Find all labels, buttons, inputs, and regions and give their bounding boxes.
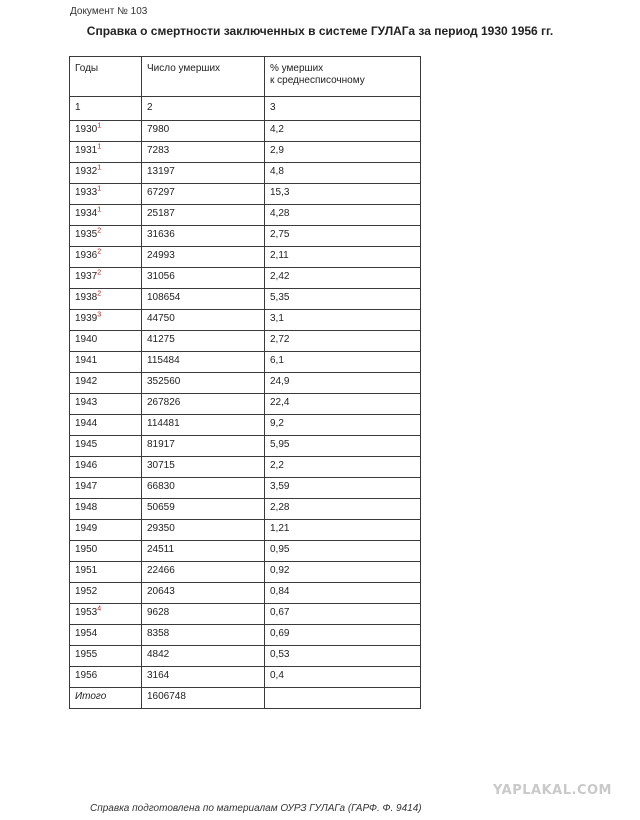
percent-cell: 22,4 [265,394,421,415]
footnote-marker: 4 [97,605,102,613]
table-row [70,310,421,331]
deaths-cell: 20643 [142,583,265,604]
table-row [70,625,421,646]
year-value: 1946 [75,460,98,471]
year-value: 1937 [75,271,98,282]
table-header-row [70,57,421,97]
percent-cell: 2,42 [265,268,421,289]
year-cell [70,457,142,478]
year-cell [70,667,142,688]
column-index: 3 [265,97,421,121]
deaths-cell: 30715 [142,457,265,478]
year-cell [70,352,142,373]
year-value: 1948 [75,502,98,513]
year-value: 1943 [75,397,98,408]
year-value: 1936 [75,250,98,261]
deaths-cell: 8358 [142,625,265,646]
header-deaths: Число умерших [142,57,265,97]
percent-cell: 4,2 [265,121,421,142]
percent-cell: 2,2 [265,457,421,478]
percent-cell: 0,53 [265,646,421,667]
footnote-marker: 3 [97,311,102,319]
header-percent: % умерших к среднесписочному [265,57,421,97]
percent-cell: 2,72 [265,331,421,352]
deaths-cell: 352560 [142,373,265,394]
year-cell [70,625,142,646]
table-row [70,268,421,289]
footnote-marker: 1 [97,143,102,151]
deaths-cell: 24993 [142,247,265,268]
year-cell [70,268,142,289]
percent-cell: 0,4 [265,667,421,688]
year-cell [70,331,142,352]
table-row [70,226,421,247]
deaths-cell: 9628 [142,604,265,625]
deaths-cell: 29350 [142,520,265,541]
year-value: 1950 [75,544,98,555]
table-row [70,331,421,352]
mortality-table [69,56,421,709]
deaths-cell: 3164 [142,667,265,688]
year-value: 1930 [75,124,98,135]
table-row [70,184,421,205]
percent-cell: 15,3 [265,184,421,205]
percent-cell: 3,1 [265,310,421,331]
year-cell [70,436,142,457]
table-row [70,499,421,520]
year-cell [70,583,142,604]
year-cell [70,499,142,520]
year-cell [70,373,142,394]
table-row [70,604,421,625]
year-value: 1953 [75,607,98,618]
year-cell [70,310,142,331]
year-cell [70,184,142,205]
table-row [70,415,421,436]
deaths-cell: 44750 [142,310,265,331]
year-cell [70,247,142,268]
table-row [70,562,421,583]
table-row [70,541,421,562]
document-title: Справка о смертности заключенных в системе ГУЛАГа за период 1930 1956 гг. [86,24,554,38]
footnote-marker: 2 [97,290,102,298]
table-row [70,205,421,226]
year-cell [70,121,142,142]
percent-cell: 2,9 [265,142,421,163]
table-row [70,394,421,415]
year-value: 1933 [75,187,98,198]
total-deaths: 1606748 [142,688,265,709]
percent-cell: 24,9 [265,373,421,394]
table-row [70,646,421,667]
table-row [70,667,421,688]
year-value: 1934 [75,208,98,219]
year-value: 1938 [75,292,98,303]
deaths-cell: 22466 [142,562,265,583]
year-value: 1944 [75,418,98,429]
year-cell [70,520,142,541]
deaths-cell: 81917 [142,436,265,457]
deaths-cell: 7980 [142,121,265,142]
percent-cell: 5,35 [265,289,421,310]
percent-cell: 9,2 [265,415,421,436]
year-value: 1945 [75,439,98,450]
year-value: 1954 [75,628,98,639]
year-value: 1942 [75,376,98,387]
percent-cell: 4,8 [265,163,421,184]
total-percent [265,688,421,709]
deaths-cell: 25187 [142,205,265,226]
table-row [70,478,421,499]
footnote-marker: 1 [97,185,102,193]
percent-cell: 5,95 [265,436,421,457]
year-value: 1956 [75,670,98,681]
year-value: 1947 [75,481,98,492]
table-row [70,583,421,604]
year-value: 1941 [75,355,98,366]
year-value: 1955 [75,649,98,660]
table-row [70,121,421,142]
percent-cell: 2,11 [265,247,421,268]
percent-cell: 0,69 [265,625,421,646]
deaths-cell: 50659 [142,499,265,520]
percent-cell: 0,67 [265,604,421,625]
footnote-marker: 2 [97,248,102,256]
deaths-cell: 67297 [142,184,265,205]
table-row [70,289,421,310]
table-row [70,163,421,184]
deaths-cell: 115484 [142,352,265,373]
year-cell [70,604,142,625]
footnote-marker: 1 [97,122,102,130]
percent-cell: 2,75 [265,226,421,247]
year-cell [70,163,142,184]
year-cell [70,541,142,562]
year-value: 1939 [75,313,98,324]
percent-cell: 6,1 [265,352,421,373]
table-row [70,142,421,163]
percent-cell: 3,59 [265,478,421,499]
year-value: 1932 [75,166,98,177]
footnote-marker: 2 [97,269,102,277]
table-row [70,520,421,541]
footnote-marker: 1 [97,164,102,172]
footnote-marker: 2 [97,227,102,235]
deaths-cell: 66830 [142,478,265,499]
year-value: 1949 [75,523,98,534]
year-cell [70,562,142,583]
year-value: 1935 [75,229,98,240]
year-cell [70,394,142,415]
table-row [70,436,421,457]
table-row [70,457,421,478]
deaths-cell: 114481 [142,415,265,436]
year-cell [70,142,142,163]
source-note: Справка подготовлена по материалам ОУРЗ ГУЛАГа (ГАРФ. Ф. 9414) [90,803,422,814]
percent-cell: 0,92 [265,562,421,583]
total-row [70,688,421,709]
deaths-cell: 41275 [142,331,265,352]
year-value: 1931 [75,145,98,156]
percent-cell: 2,28 [265,499,421,520]
year-value: 1940 [75,334,98,345]
deaths-cell: 108654 [142,289,265,310]
table-row [70,247,421,268]
deaths-cell: 31636 [142,226,265,247]
deaths-cell: 24511 [142,541,265,562]
percent-cell: 1,21 [265,520,421,541]
deaths-cell: 13197 [142,163,265,184]
year-cell [70,478,142,499]
year-cell [70,205,142,226]
year-cell [70,415,142,436]
footnote-marker: 1 [97,206,102,214]
deaths-cell: 7283 [142,142,265,163]
deaths-cell: 31056 [142,268,265,289]
year-cell [70,289,142,310]
percent-cell: 0,84 [265,583,421,604]
document-number: Документ № 103 [70,6,148,17]
table-row [70,373,421,394]
table-body [70,57,421,709]
table-row [70,352,421,373]
deaths-cell: 4842 [142,646,265,667]
column-index-row [70,97,421,121]
deaths-cell: 267826 [142,394,265,415]
header-years: Годы [70,57,142,97]
column-index: 1 [70,97,142,121]
year-cell [70,646,142,667]
year-cell [70,226,142,247]
total-label: Итого [70,688,142,709]
percent-cell: 0,95 [265,541,421,562]
year-value: 1951 [75,565,98,576]
percent-cell: 4,28 [265,205,421,226]
year-value: 1952 [75,586,98,597]
column-index: 2 [142,97,265,121]
site-watermark: YAPLAKAL.COM [493,783,612,798]
